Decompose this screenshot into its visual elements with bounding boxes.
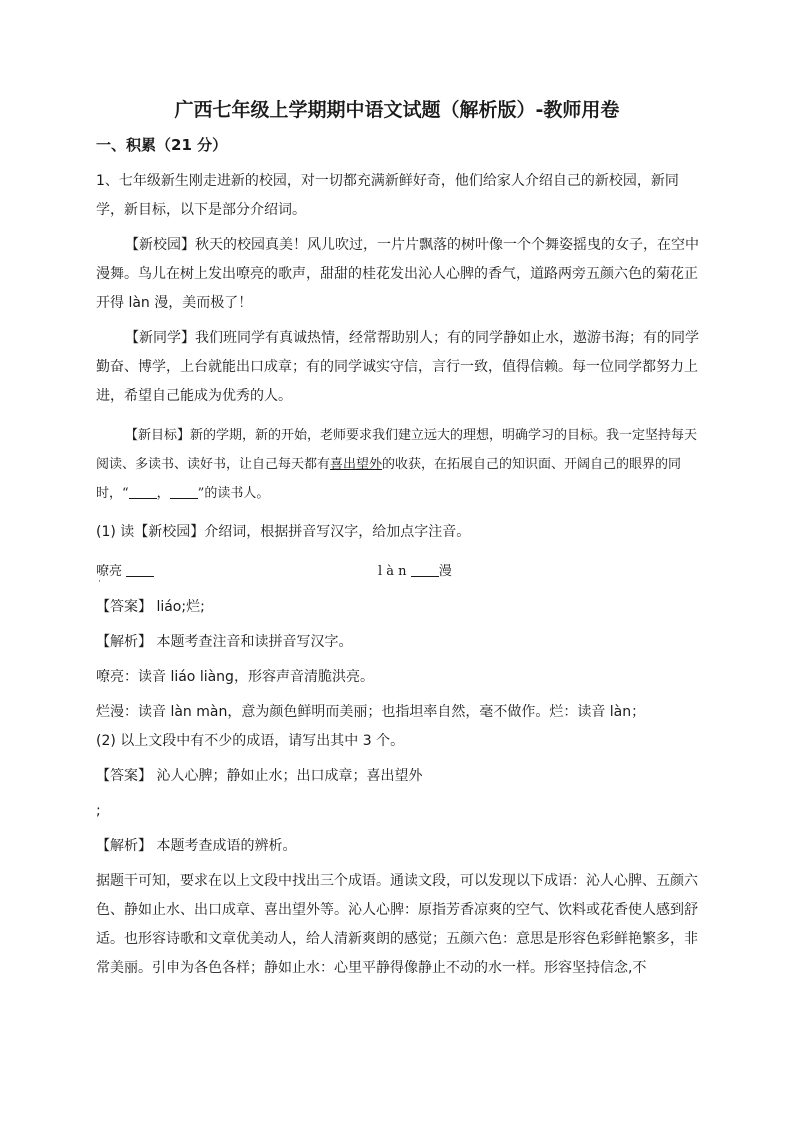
page-title: 广西七年级上学期期中语文试题（解析版）-教师用卷 [174,99,620,121]
explanation-2-body: 据题干可知，要求在以上文段中找出三个成语。通读文段，可以发现以下成语：沁人心脾、五颜六色、静如止水、出口成章、喜出望外等。沁人心脾：原指芳香凉爽的空气、饮料或花香使人感到舒适。也形容诗歌和文章优美动人，给人清新爽朗的感觉；五颜六色：意思是形容色彩鲜艳繁多，非常美丽。引申为各色各样；静如止水：心里平静得像静止不动的水一样。形容坚持信念,不 [96,873,698,976]
emphasis-dot: · [98,577,101,587]
fill-item-right: l à n 漫 [378,564,452,579]
fill-in-row [96,557,700,587]
explanation-2-label: 【解析】 本题考查成语的辨析。 [96,838,297,854]
explanation-1-label: 【解析】 本题考查注音和读拼音写汉字。 [96,634,353,650]
explanation-1-line-1: 嘹亮：读音 liáo liàng，形容声音清脆洪亮。 [96,669,374,685]
answer-2: 【答案】 沁人心脾；静如止水；出口成章；喜出望外 [96,768,423,784]
answer-blank [170,484,198,499]
question-intro: 1、七年级新生刚走进新的校园，对一切都充满新鲜好奇，他们给家人介绍自己的新校园，新同学，新目标，以下是部分介绍词。 [96,173,679,218]
answer-1: 【答案】 liáo;烂; [96,599,205,615]
fill-item-left: 嘹亮 [96,557,154,586]
answer-blank [129,484,157,499]
sub-question-1: (1) 读【新校园】介绍词，根据拼音写汉字，给加点字注音。 [96,524,471,540]
answer-blank [126,562,154,577]
passage-new-classmates: 【新同学】我们班同学有真诚热情，经常帮助别人；有的同学静如止水，遨游书海；有的同学勤奋、博学，上台就能出口成章；有的同学诚实守信，言行一致，值得信赖。每一位同学都努力上进，希望自己能成为优秀的人。 [96,330,699,404]
underlined-idiom: 喜出望外 [330,457,383,472]
answer-blank [411,562,439,577]
sub-question-2: (2) 以上文段中有不少的成语，请写出其中 3 个。 [96,733,405,749]
passage-new-goal: 【新目标】新的学期，新的开始，老师要求我们建立远大的理想，明确学习的目标。我一定坚持每天阅读、多读书、读好书，让自己每天都有喜出望外的收获，在拓展自己的知识面、开阔自己的眼界的同时，“ ， ”的读书人。 [96,428,698,501]
answer-2-tail: ; [96,803,101,819]
passage-new-campus: 【新校园】秋天的校园真美！风儿吹过，一片片飘落的树叶像一个个舞姿摇曳的女子，在空中漫舞。鸟儿在树上发出嘹亮的歌声，甜甜的桂花发出沁人心脾的香气，道路两旁五颜六色的菊花正开得 làn 漫，美而极了！ [96,237,699,311]
content-body [96,167,700,983]
explanation-1-line-2: 烂漫：读音 làn màn，意为颜色鲜明而美丽；也指坦率自然，毫不做作。烂：读音 làn； [96,704,646,720]
section-heading: 一、积累（21 分） [96,136,228,154]
